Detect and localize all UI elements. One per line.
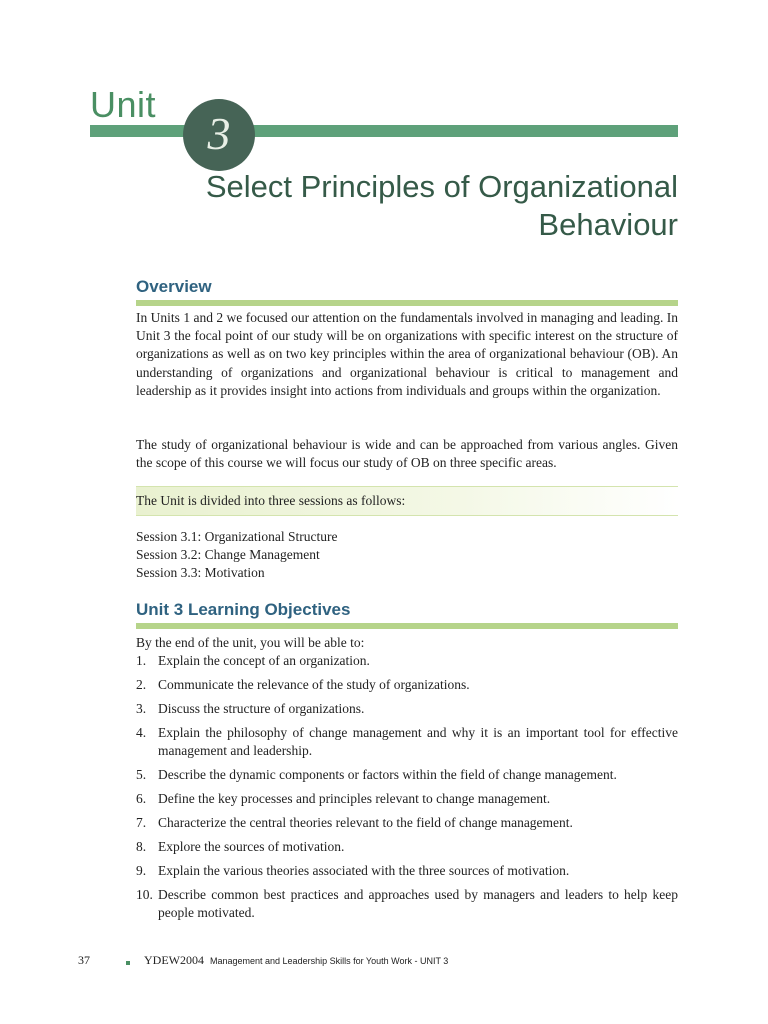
objectives-heading: Unit 3 Learning Objectives	[136, 600, 351, 619]
unit-number-badge	[183, 99, 255, 171]
overview-heading: Overview	[136, 277, 212, 296]
objective-number: 7.	[136, 815, 147, 830]
objective-number: 3.	[136, 701, 147, 716]
unit-bar-right	[238, 125, 678, 137]
objective-text: Explore the sources of motivation.	[158, 839, 345, 854]
course-title: Management and Leadership Skills for Youth Work - UNIT 3	[210, 955, 449, 966]
objective-item	[136, 862, 678, 880]
objective-item	[136, 700, 678, 718]
objective-text: Characterize the central theories relevant to the field of change management.	[158, 815, 573, 830]
objective-item	[136, 724, 678, 760]
session-item: Session 3.2: Change Management	[136, 547, 320, 562]
course-code: YDEW2004	[144, 953, 204, 967]
session-item: Session 3.1: Organizational Structure	[136, 529, 338, 544]
objective-item	[136, 838, 678, 856]
objective-item	[136, 814, 678, 832]
footer-square-icon	[126, 961, 130, 965]
objective-number: 5.	[136, 767, 147, 782]
page-number: 37	[78, 953, 90, 967]
title-line-1: Select Principles of Organizational	[205, 169, 678, 204]
objective-number: 10.	[136, 887, 153, 902]
objectives-intro: By the end of the unit, you will be able to:	[136, 635, 365, 650]
objective-number: 4.	[136, 725, 147, 740]
objective-text: Communicate the relevance of the study of organizations.	[158, 677, 470, 692]
objective-number: 1.	[136, 653, 147, 668]
overview-paragraph-1: In Units 1 and 2 we focused our attention on the fundamentals involved in managing and leading. In Unit 3 the focal point of our study will be on organizations with specific interest on the structure of organizations as well as on two key principles within the area of organizational behaviour (OB). An understanding of organizations and organizational behaviour is critical to management and leadership as it provides insight into actions from individuals and groups within the organization.	[136, 310, 678, 398]
objective-text: Explain the concept of an organization.	[158, 653, 370, 668]
sessions-callout-text: The Unit is divided into three sessions as follows:	[136, 493, 406, 508]
objective-text: Describe the dynamic components or factors within the field of change management.	[158, 767, 617, 782]
overview-paragraph-2: The study of organizational behaviour is wide and can be approached from various angles. Given the scope of this course we will focus our study of OB on three specific areas.	[136, 437, 678, 471]
unit-label: Unit	[90, 84, 157, 125]
objective-number: 2.	[136, 677, 147, 692]
objective-text: Describe common best practices and approaches used by managers and leaders to help keep people motivated.	[158, 887, 678, 920]
objective-item	[136, 886, 678, 922]
overview-rule	[136, 300, 678, 306]
objective-text: Define the key processes and principles relevant to change management.	[158, 791, 551, 806]
session-item: Session 3.3: Motivation	[136, 565, 265, 580]
page-footer	[78, 953, 448, 968]
objectives-rule	[136, 623, 678, 629]
objective-number: 6.	[136, 791, 147, 806]
objective-item	[136, 790, 678, 808]
unit-number: 3	[207, 107, 231, 159]
objective-item	[136, 676, 678, 694]
page-title	[158, 168, 678, 244]
objective-number: 9.	[136, 863, 147, 878]
objective-item	[136, 766, 678, 784]
objective-text: Discuss the structure of organizations.	[158, 701, 365, 716]
objectives-list	[136, 652, 678, 928]
sessions-list	[136, 528, 337, 582]
objective-number: 8.	[136, 839, 147, 854]
objective-text: Explain the various theories associated with the three sources of motivation.	[158, 863, 570, 878]
title-line-2: Behaviour	[538, 207, 678, 242]
sessions-callout	[136, 486, 678, 516]
objective-item	[136, 652, 678, 670]
objective-text: Explain the philosophy of change management and why it is an important tool for effective management and leadership.	[158, 725, 678, 758]
